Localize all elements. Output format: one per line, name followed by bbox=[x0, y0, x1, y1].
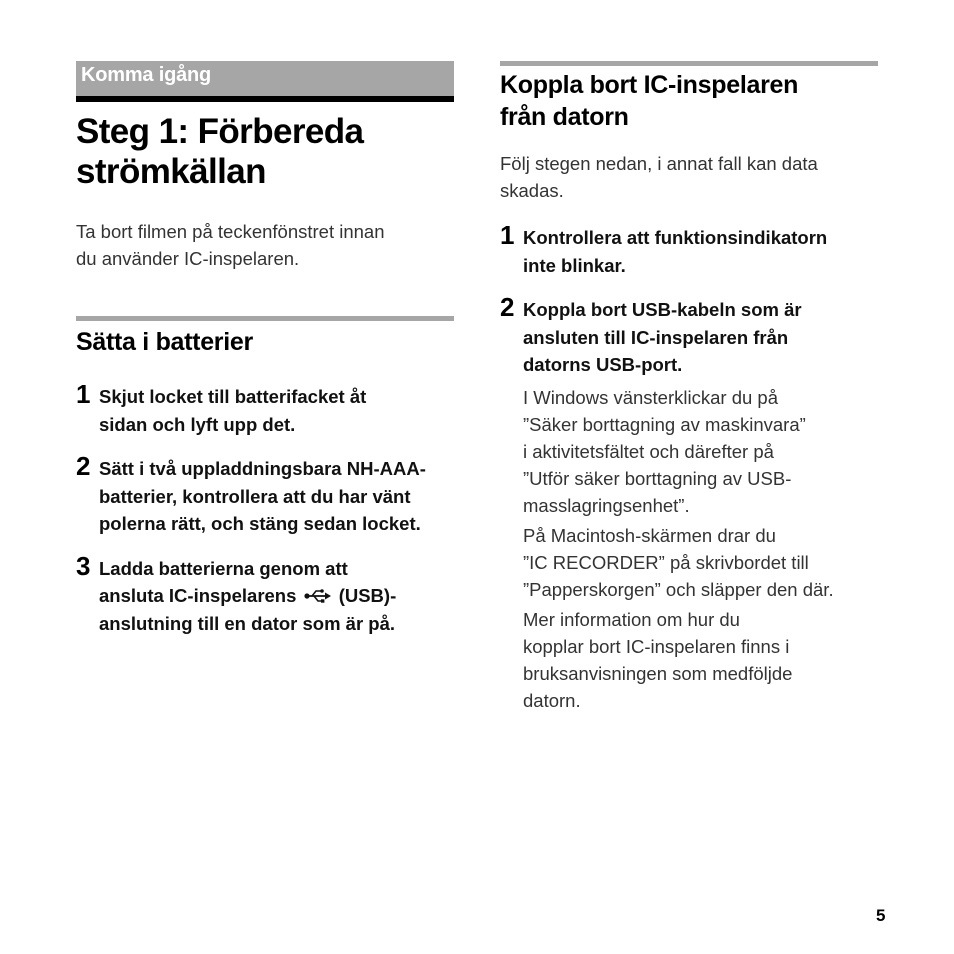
step-number: 2 bbox=[500, 292, 515, 322]
usb-icon bbox=[304, 588, 332, 604]
intro-line: Ta bort filmen på teckenfönstret innan bbox=[76, 221, 385, 242]
paragraph-line: ”Säker borttagning av maskinvara” bbox=[523, 413, 806, 435]
section-rule bbox=[76, 316, 454, 321]
page-number: 5 bbox=[876, 906, 886, 925]
step-text bbox=[99, 455, 454, 538]
step-item bbox=[500, 292, 878, 379]
step-item bbox=[500, 220, 878, 279]
windows-paragraph bbox=[500, 384, 878, 519]
step-text bbox=[523, 224, 878, 279]
step-line-text: (USB)- bbox=[338, 585, 397, 606]
step-number: 2 bbox=[76, 451, 91, 481]
intro-paragraph bbox=[500, 150, 878, 204]
step-text bbox=[99, 383, 454, 438]
step-line: batterier, kontrollera att du har vänt bbox=[99, 485, 411, 507]
paragraph-line: bruksanvisningen som medföljde bbox=[523, 662, 793, 684]
step-number: 1 bbox=[500, 220, 515, 250]
section-bar bbox=[76, 61, 454, 102]
paragraph-line: ”IC RECORDER” på skrivbordet till bbox=[523, 551, 809, 573]
step-line: sidan och lyft upp det. bbox=[99, 413, 296, 435]
step-line: Kontrollera att funktionsindikatorn bbox=[523, 227, 828, 248]
paragraph-line: masslagringsenhet”. bbox=[523, 494, 690, 516]
mac-paragraph bbox=[500, 522, 878, 603]
step-line: Skjut locket till batterifacket åt bbox=[99, 386, 367, 407]
intro-line: skadas. bbox=[500, 180, 564, 201]
intro-line: du använder IC-inspelaren. bbox=[76, 248, 300, 269]
more-info-paragraph bbox=[500, 606, 878, 714]
step-line: Koppla bort USB-kabeln som är bbox=[523, 299, 802, 320]
step-line: polerna rätt, och stäng sedan locket. bbox=[99, 513, 421, 534]
section-rule bbox=[500, 61, 878, 66]
step-number: 3 bbox=[76, 550, 91, 581]
page-title bbox=[76, 112, 454, 192]
step-line: datorns USB-port. bbox=[523, 354, 683, 375]
paragraph-line: Mer information om hur du bbox=[523, 608, 740, 630]
intro-line: Följ stegen nedan, i annat fall kan data bbox=[500, 153, 818, 174]
page-title-line: Steg 1: Förbereda bbox=[76, 112, 364, 151]
step-item bbox=[76, 451, 454, 538]
paragraph-line: kopplar bort IC-inspelaren finns i bbox=[523, 635, 790, 657]
step-line: inte blinkar. bbox=[523, 254, 626, 276]
step-line: anslutning till en dator som är på. bbox=[99, 612, 396, 634]
step-line bbox=[99, 582, 454, 610]
paragraph-line: ”Papperskorgen” och släpper den där. bbox=[523, 578, 834, 600]
page-title-line: strömkällan bbox=[76, 152, 266, 191]
step-line: ansluten till IC-inspelaren från bbox=[523, 326, 789, 348]
step-text bbox=[99, 555, 454, 638]
heading-line: från datorn bbox=[500, 103, 629, 131]
paragraph-line: datorn. bbox=[523, 689, 581, 711]
step-line: Sätt i två uppladdningsbara NH-AAA- bbox=[99, 458, 426, 479]
step-line: Ladda batterierna genom att bbox=[99, 557, 348, 579]
paragraph-line: i aktivitetsfältet och därefter på bbox=[523, 440, 774, 462]
step-text bbox=[523, 296, 878, 379]
step-item bbox=[76, 550, 454, 638]
section-label: Komma igång bbox=[81, 64, 212, 86]
step-number: 1 bbox=[76, 379, 91, 409]
heading-line: Koppla bort IC-inspelaren bbox=[500, 71, 799, 99]
step-line-text: ansluta IC-inspelarens bbox=[99, 585, 297, 606]
batteries-heading: Sätta i batterier bbox=[76, 328, 253, 356]
intro-paragraph bbox=[76, 218, 454, 272]
paragraph-line: På Macintosh-skärmen drar du bbox=[523, 524, 776, 546]
disconnect-heading bbox=[500, 69, 878, 133]
right-column bbox=[500, 61, 878, 714]
step-item bbox=[76, 379, 454, 438]
paragraph-line: ”Utför säker borttagning av USB- bbox=[523, 467, 792, 489]
paragraph-line: I Windows vänsterklickar du på bbox=[523, 386, 778, 408]
left-column bbox=[76, 61, 454, 637]
